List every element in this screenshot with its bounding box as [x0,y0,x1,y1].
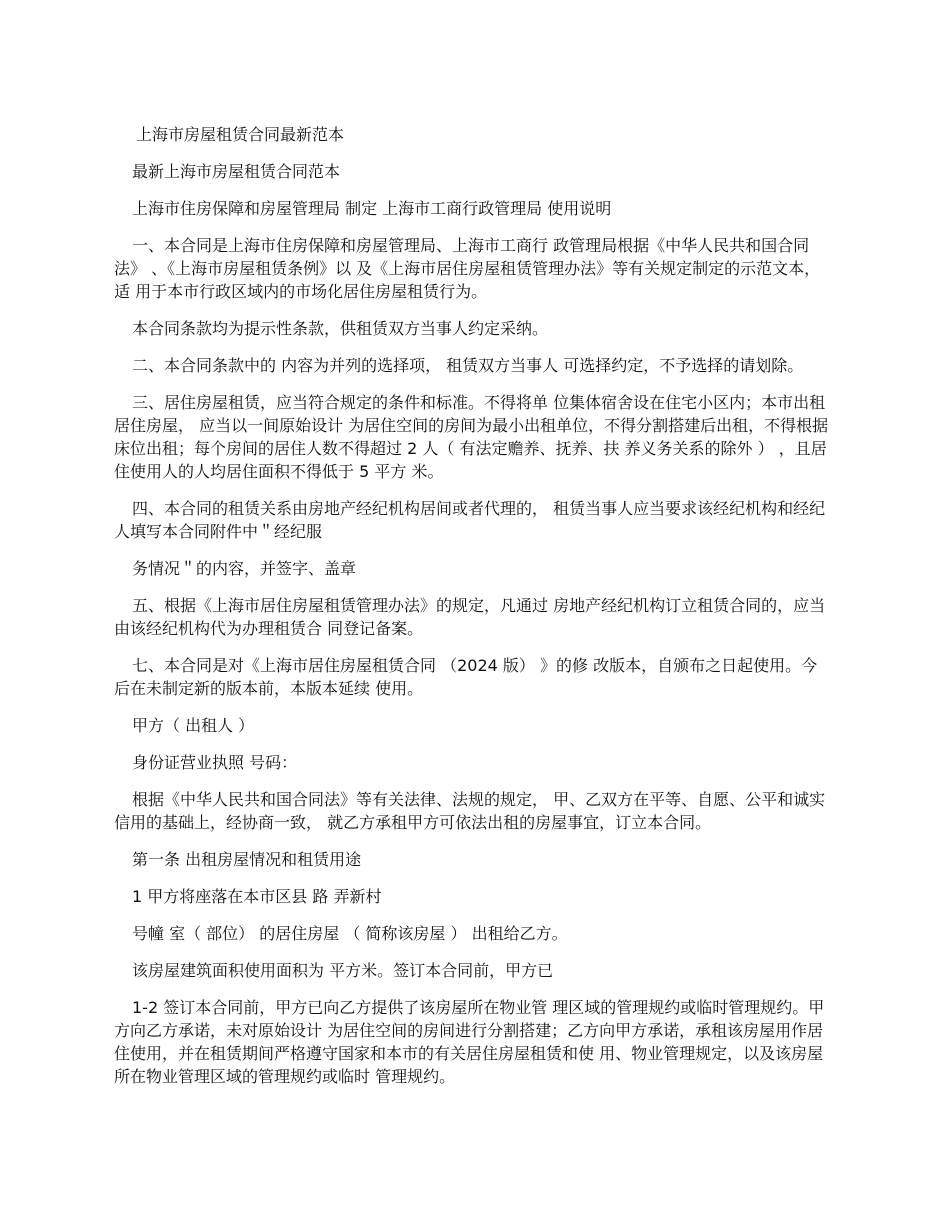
article-1-clause-2: 1-2 签订本合同前，甲方已向乙方提供了该房屋所在物业管 理区域的管理规约或临时管理规约。甲方向乙方承诺，未对原始设计 为居住空间的房间进行分割搭建；乙方向甲方承诺，承租该房屋用作居 住使用，并在租赁期间严格遵守国家和本市的有关居住房屋租赁和使 用、物业管理规定，以及该房屋所在物业管理区域的管理规约或临时 管理规约。 [114,998,825,1086]
id-number-label: 身份证营业执照 号码： [132,753,298,772]
instruction-paragraph-4-cont: 务情况＂的内容，并签字、盖章 [132,559,357,578]
article-1-clause-1: 1 甲方将座落在本市区县 路 弄新村 [132,887,382,906]
instruction-paragraph-7: 七、本合同是对《上海市居住房屋租赁合同 （2024 版） 》的修 改版本，自颁布之日起使用。今后在未制定新的版本前，本版本延续 使用。 [114,656,818,698]
article-1-clause-1-cont: 号幢 室（ 部位） 的居住房屋 （ 简称该房屋 ） 出租给乙方。 [132,924,568,943]
instruction-paragraph-5: 五、根据《上海市居住房屋租赁管理办法》的规定，凡通过 房地产经纪机构订立租赁合同的，应当由该经纪机构代为办理租赁合 同登记备案。 [114,596,826,638]
instruction-paragraph-3: 三、居住房屋租赁，应当符合规定的条件和标准。不得将单 位集体宿舍设在住宅小区内；本市出租居住房屋， 应当以一间原始设计 为居住空间的房间为最小出租单位，不得分割搭建后出租，不得根据 床位出租；每个房间的居住人数不得超过 2 人（ 有法定赡养、抚养、扶 养义务关系的除外 ） ，且居住使用人的人均居住面积不得低于 5 平方 米。 [114,393,829,481]
instruction-note: 本合同条款均为提示性条款，供租赁双方当事人约定采纳。 [132,319,549,338]
article-1-area: 该房屋建筑面积使用面积为 平方米。签订本合同前，甲方已 [132,961,554,980]
instruction-paragraph-1: 一、本合同是上海市住房保障和房屋管理局、上海市工商行 政管理局根据《中华人民共和国合同法》 、《上海市房屋租赁条例》以 及《上海市居住房屋租赁管理办法》等有关规定制定的示范文本，适 用于本市行政区域内的市场化居住房屋租赁行为。 [114,236,821,301]
party-a-label: 甲方（ 出租人 ） [132,716,255,735]
document-subtitle: 最新上海市房屋租赁合同范本 [132,162,341,181]
instruction-paragraph-2: 二、本合同条款中的 内容为并列的选择项， 租赁双方当事人 可选择约定，不予选择的请划除。 [132,356,804,375]
issuer-line: 上海市住房保障和房屋管理局 制定 上海市工商行政管理局 使用说明 [132,199,612,218]
document-title: 上海市房屋租赁合同最新范本 [136,125,345,144]
agreement-preamble: 根据《中华人民共和国合同法》等有关法律、法规的规定， 甲、乙双方在平等、自愿、公平和诚实信用的基础上，经协商一致， 就乙方承租甲方可依法出租的房屋事宜，订立本合同。 [114,790,826,832]
article-1-heading: 第一条 出租房屋情况和租赁用途 [132,850,362,869]
instruction-paragraph-4: 四、本合同的租赁关系由房地产经纪机构居间或者代理的， 租赁当事人应当要求该经纪机构和经纪人填写本合同附件中＂经纪服 [114,499,826,541]
